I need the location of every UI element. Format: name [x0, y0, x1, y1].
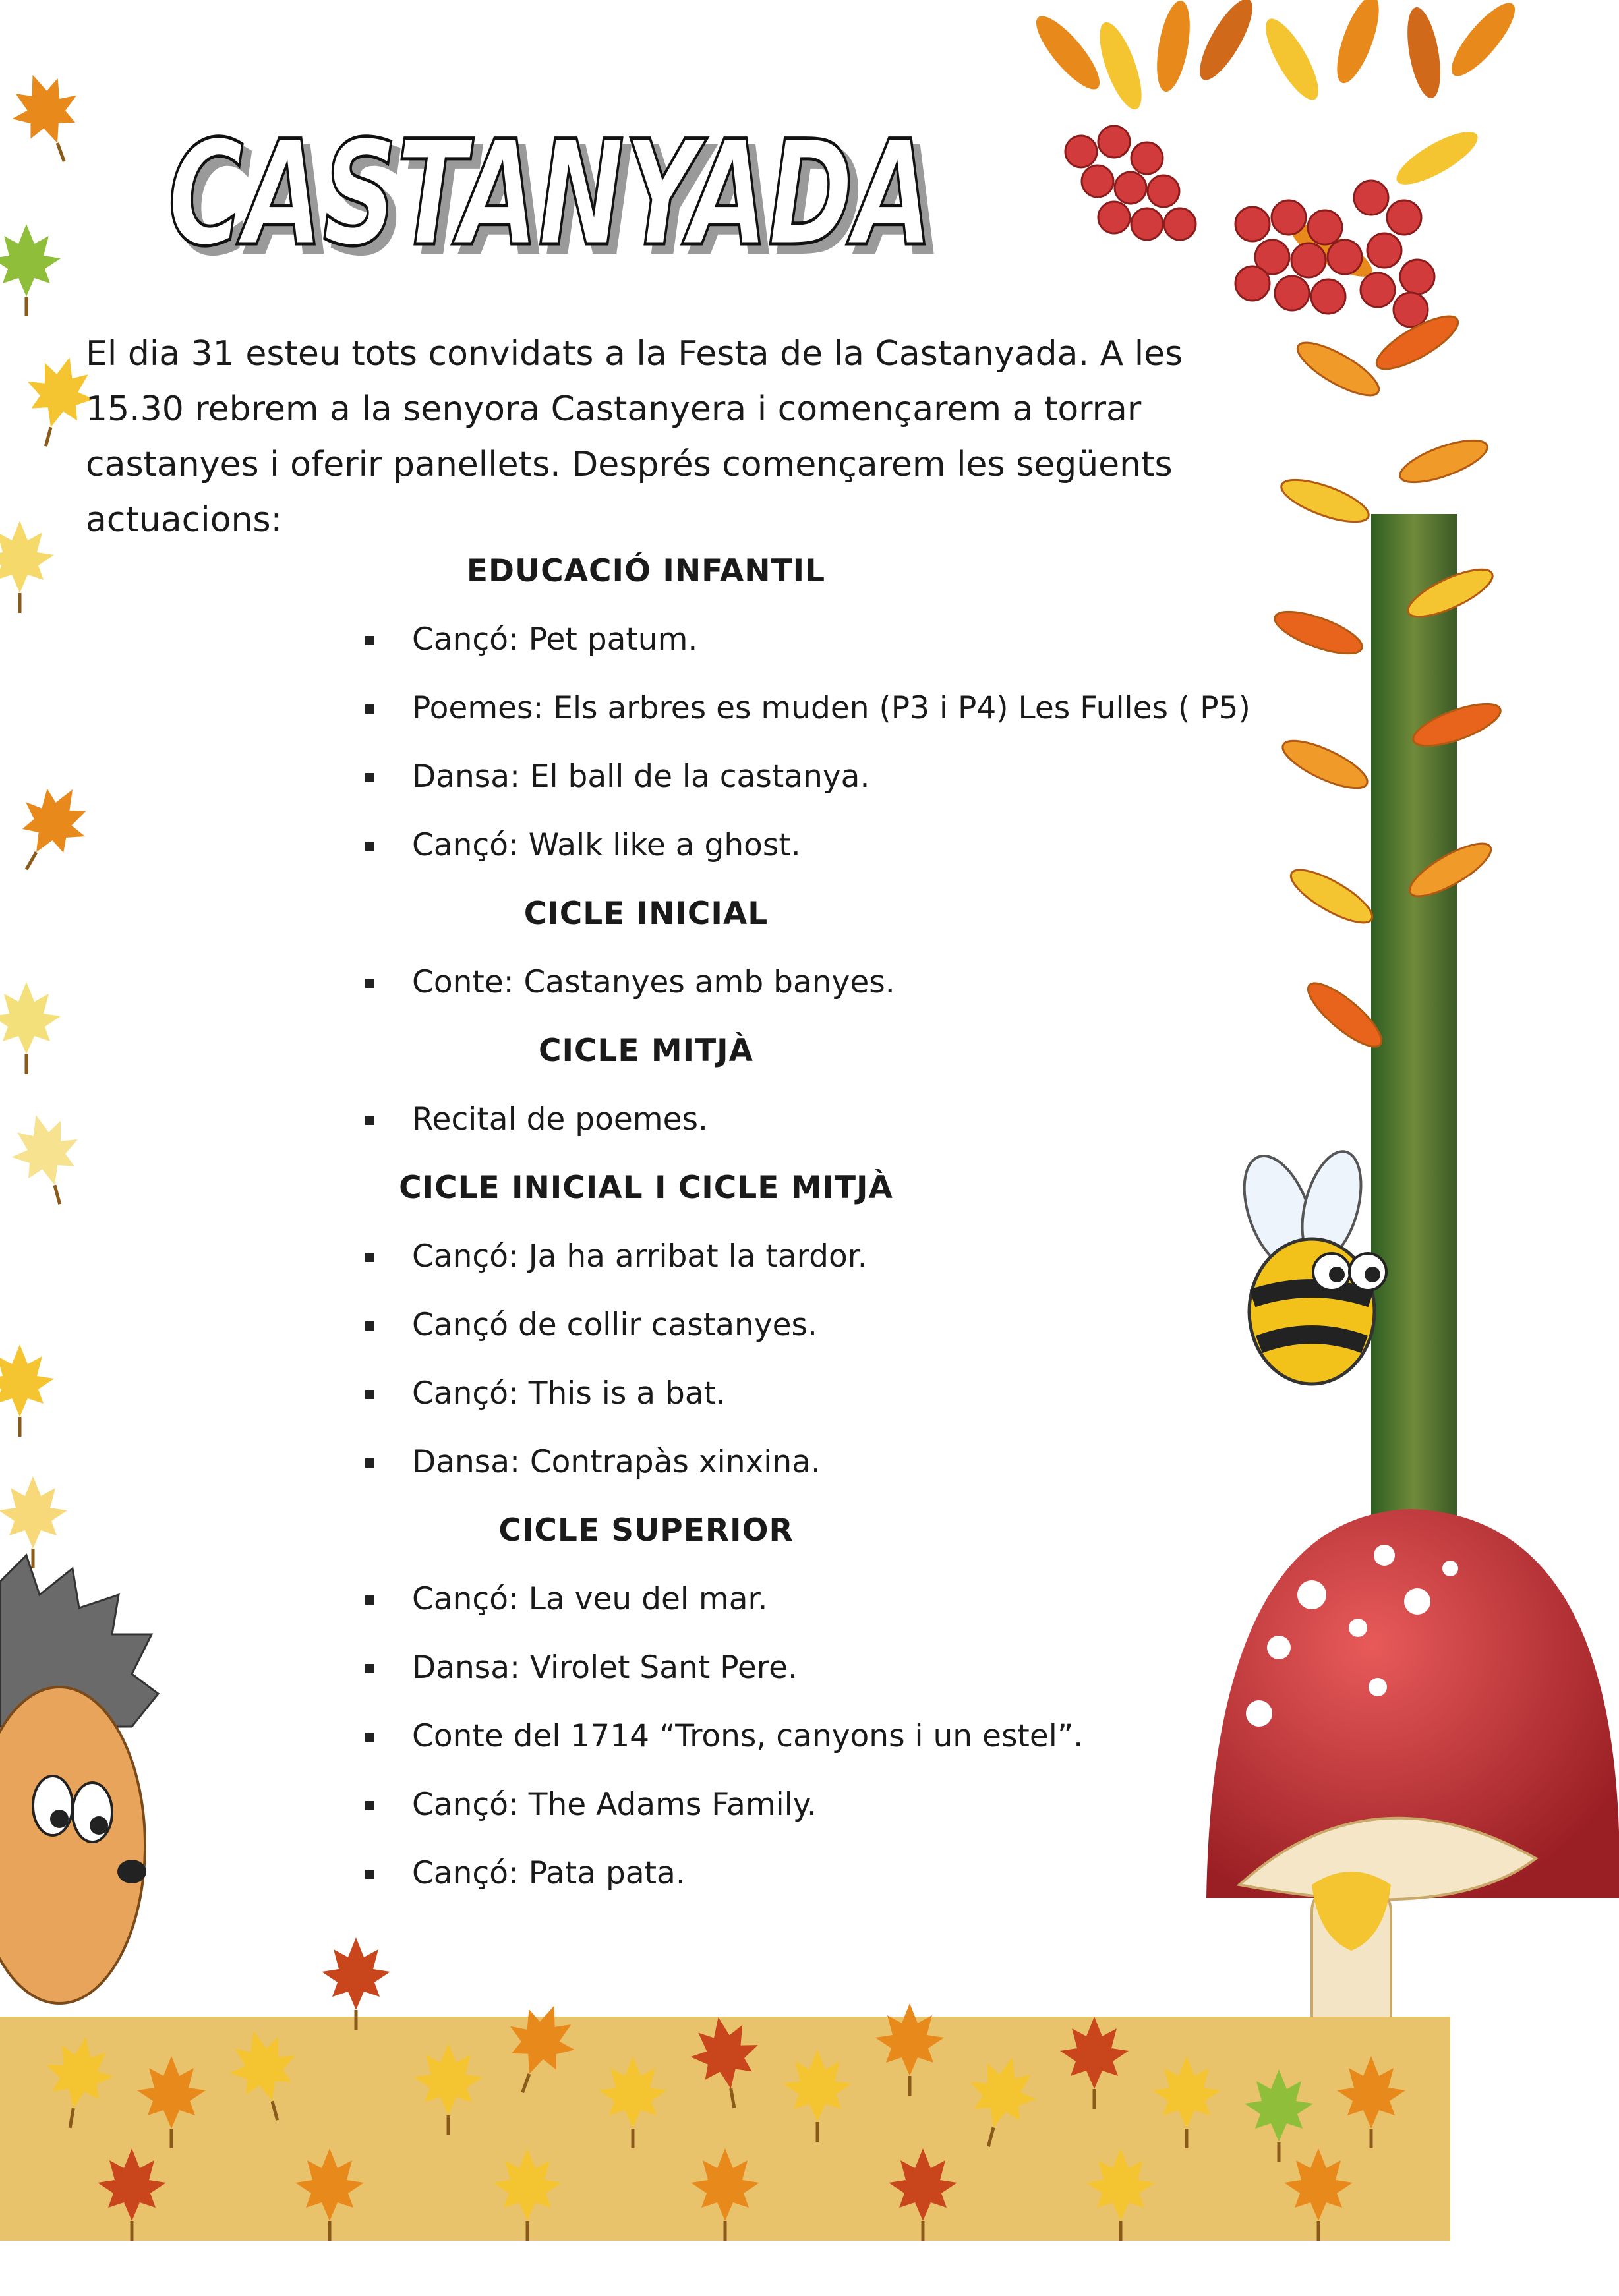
section-heading: EDUCACIÓ INFANTIL	[466, 553, 826, 589]
bullet-icon	[365, 1664, 374, 1673]
bullet-icon	[365, 773, 374, 782]
left-leaf-border	[0, 63, 103, 1568]
bullet-icon	[365, 1733, 374, 1742]
list-item: Cançó: Ja ha arribat la tardor.	[363, 1222, 1285, 1291]
bullet-icon	[365, 1870, 374, 1879]
tree-trunk	[1371, 514, 1457, 1634]
section-heading: CICLE SUPERIOR	[498, 1512, 794, 1549]
list-item: Cançó: Walk like a ghost.	[363, 811, 1285, 880]
list-item: Recital de poemes.	[363, 1085, 1285, 1154]
bullet-icon	[365, 1321, 374, 1331]
list-item: Cançó: Pata pata.	[363, 1839, 1285, 1908]
intro-line: actuacions:	[86, 500, 283, 540]
list-item: Cançó de collir castanyes.	[363, 1291, 1285, 1360]
bullet-icon	[365, 842, 374, 851]
hedgehog-icon	[0, 1555, 158, 2003]
list-item: Poemes: Els arbres es muden (P3 i P4) Les Fulles ( P5)	[363, 674, 1285, 743]
section-cicle-inicial-i-mitja	[363, 1154, 1285, 1497]
section-heading: CICLE MITJÀ	[538, 1033, 754, 1069]
section-cicle-inicial	[363, 880, 1285, 1017]
bullet-icon	[365, 636, 374, 645]
intro-paragraph	[86, 326, 1259, 548]
list-item: Dansa: Contrapàs xinxina.	[363, 1428, 1285, 1497]
bullet-icon	[365, 1458, 374, 1468]
berry-clusters	[1065, 126, 1434, 327]
list-item: Cançó: Pet patum.	[363, 606, 1285, 674]
bottom-leaf-border	[0, 1937, 1450, 2241]
list-item: Cançó: The Adams Family.	[363, 1771, 1285, 1839]
bullet-icon	[365, 1595, 374, 1605]
bullet-icon	[365, 704, 374, 714]
bullet-icon	[365, 1801, 374, 1810]
section-cicle-mitja	[363, 1017, 1285, 1154]
list-item: Conte del 1714 “Trons, canyons i un estel”.	[363, 1702, 1285, 1771]
bullet-icon	[365, 1390, 374, 1399]
list-item: Cançó: La veu del mar.	[363, 1565, 1285, 1634]
bullet-icon	[365, 979, 374, 988]
section-cicle-superior	[363, 1497, 1285, 1908]
section-heading: CICLE INICIAL I CICLE MITJÀ	[399, 1170, 893, 1206]
intro-line: 15.30 rebrem a la senyora Castanyera i començarem a torrar	[86, 389, 1142, 429]
list-item: Dansa: Virolet Sant Pere.	[363, 1634, 1285, 1702]
title-shadow: CASTANYADA	[176, 117, 941, 277]
list-item: Cançó: This is a bat.	[363, 1360, 1285, 1428]
title-text: CASTANYADA	[168, 109, 933, 277]
section-heading: CICLE INICIAL	[523, 896, 769, 932]
section-educacio-infantil	[363, 537, 1285, 880]
list-item: Conte: Castanyes amb banyes.	[363, 948, 1285, 1017]
intro-line: El dia 31 esteu tots convidats a la Festa de la Castanyada. A les	[86, 334, 1183, 374]
intro-line: castanyes i oferir panellets. Després començarem les següents	[86, 445, 1173, 484]
bullet-icon	[365, 1253, 374, 1262]
page-title	[168, 105, 953, 277]
list-item: Dansa: El ball de la castanya.	[363, 743, 1285, 811]
bullet-icon	[365, 1116, 374, 1125]
program-list	[363, 537, 1285, 1908]
